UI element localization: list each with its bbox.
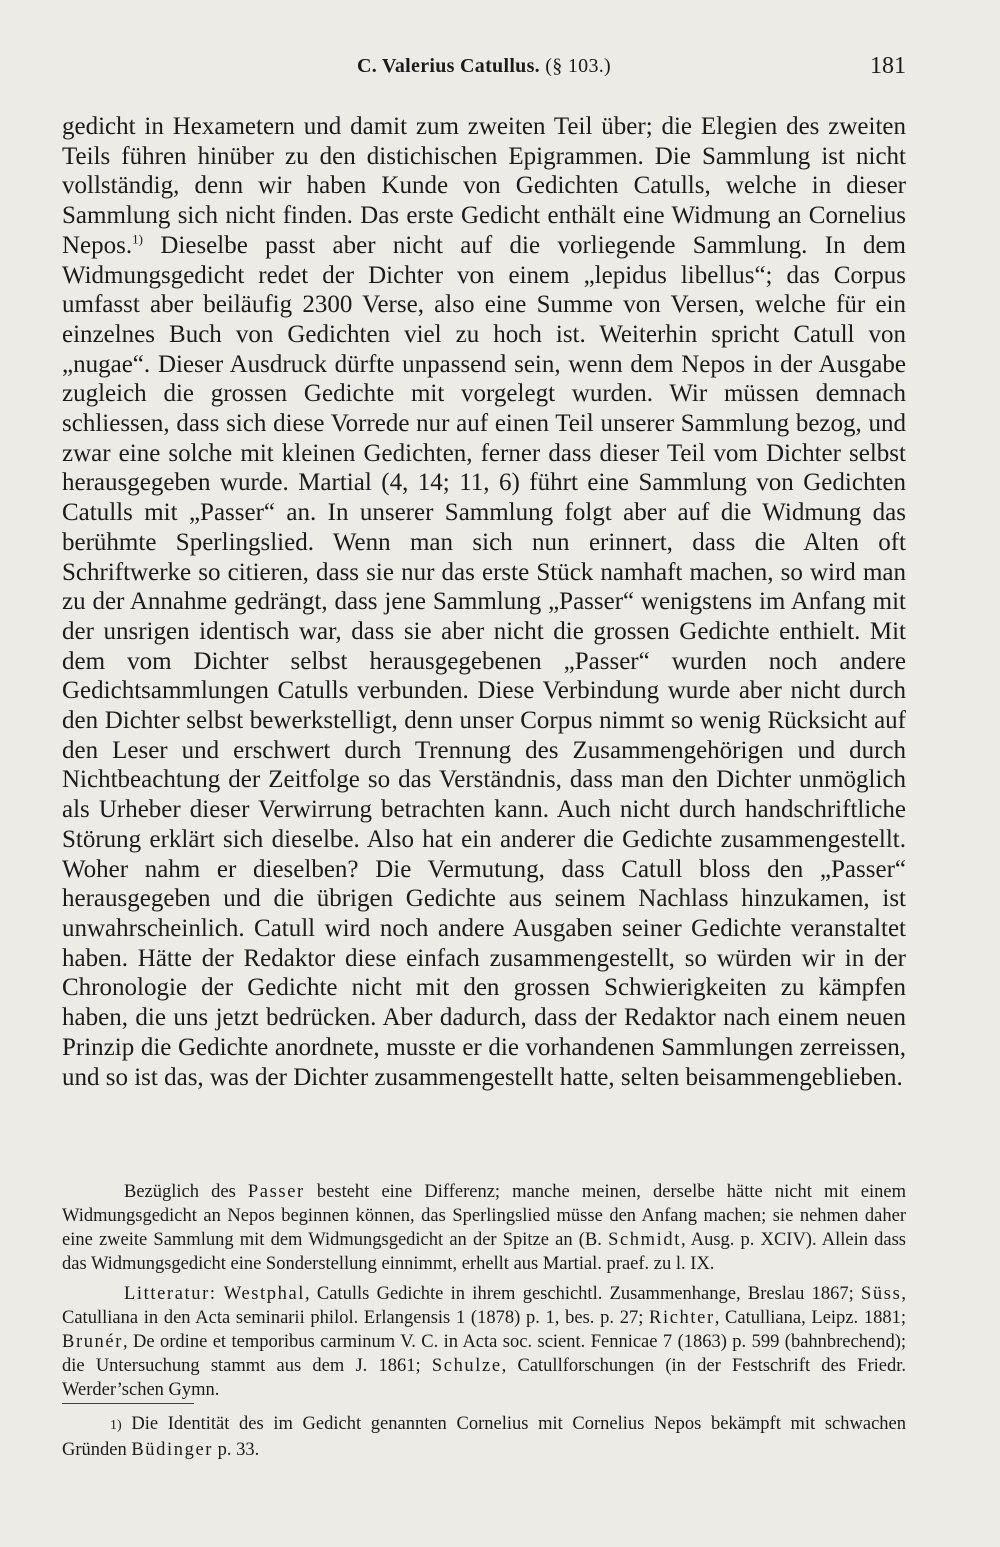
literature-text-5: , Catullforschungen (in der Festschrift des Friedr. Werder’schen Gymn. — [62, 1356, 906, 1400]
literature-text-2: , Catulliana in den Acta seminarii philol. Erlangensis 1 (1878) p. 1, bes. p. 27; — [62, 1284, 907, 1328]
literature-label: Litteratur: — [124, 1284, 217, 1304]
passer-note-author: Schmidt — [608, 1230, 681, 1250]
literature-author-bruner: Brunér — [62, 1332, 123, 1352]
body-text-part-2: Dieselbe passt aber nicht auf die vorliegende Sammlung. In dem Widmungsgedicht redet der Dichter von einem „lepidus libellus“; das Corpus umfasst aber beiläufig 2300 Verse, also eine Summe von Versen, welche für ein einzelnes Buch von Gedichten viel zu hoch ist. Weiterhin spricht Catull von „nugae“. Dieser Ausdruck dürfte unpassend sein, wenn dem Nepos in der Ausgabe zugleich die grossen Gedichte mit vorgelegt wurden. Wir müssen demnach schliessen, dass sich diese Vorrede nur auf einen Teil unserer Sammlung bezog, und zwar eine solche mit kleinen Gedichten, ferner dass dieser Teil vom Dichter selbst herausgegeben wurde. Martial (4, 14; 11, 6) führt eine Sammlung von Gedichten Catulls mit „Passer“ an. In unserer Sammlung folgt aber auf die Widmung das berühmte Sperlingslied. Wenn man sich nun erinnert, dass die Alten oft Schriftwerke so citieren, dass sie nur das erste Stück namhaft machen, so wird man zu der Annahme gedrängt, dass jene Sammlung „Passer“ wenigstens im Anfang mit der unsrigen identisch war, dass sie aber nicht die grossen Gedichte enthielt. Mit dem vom Dichter selbst herausgegebenen „Passer“ wurden noch andere Gedichtsammlungen Catulls verbunden. Diese Verbindung wurde aber nicht durch den Dichter selbst bewerkstelligt, denn unser Corpus nimmt so wenig Rücksicht auf den Leser und erschwert durch Trennung des Zusammengehörigen und durch Nichtbeachtung der Zeitfolge so das Verständnis, dass man den Dichter unmöglich als Urheber dieser Verwirrung betrachten kann. Auch nicht durch handschriftliche Störung erklärt sich dieselbe. Also hat ein anderer die Gedichte zusammengestellt. Woher nahm er dieselben? Die Vermutung, dass Catull bloss den „Passer“ herausgegeben und die übrigen Gedichte aus seinem Nachlass hinzukamen, ist unwahrscheinlich. Catull wird noch andere Ausgaben seiner Gedichte veranstaltet haben. Hätte der Redaktor diese einfach zusammengestellt, so würden wir in der Chronologie der Gedichte nicht mit den grossen Schwierigkeiten zu kämpfen haben, die uns jetzt bedrücken. Aber dadurch, dass der Redaktor nach einem neuen Prinzip die Gedichte anordnete, musste er die vorhandenen Sammlungen zerreissen, und so ist das, was der Dichter zusammengestellt hatte, selten beisammengeblieben. — [62, 231, 906, 1091]
running-title — [62, 55, 906, 78]
passer-note-text-2: , Ausg. p. XCIV). Allein dass das Widmungsgedicht eine Sonderstellung einnimmt, erhellt aus Martial. praef. zu l. IX. — [62, 1230, 907, 1274]
literature-note — [62, 1282, 906, 1402]
passer-note — [62, 1180, 906, 1276]
literature-author-richter: Richter — [649, 1308, 715, 1328]
literature-paragraph — [62, 1282, 906, 1402]
running-title-text: C. Valerius Catullus. — [356, 55, 540, 77]
section-marker: (§ 103.) — [545, 55, 612, 77]
footnote-marker: 1) — [110, 1418, 122, 1433]
footnote-paragraph — [62, 1412, 906, 1462]
footnote-text-2: p. 33. — [213, 1440, 260, 1460]
literature-text-4: , De ordine et temporibus carminum V. C. in Acta soc. scient. Fennicae 7 (1863) p. 599 (bahnbrechend); die Untersuchung stammt aus dem J. 1861; — [62, 1332, 906, 1376]
footnote-text: Die Identität des im Gedicht genannten Cornelius mit Cornelius Nepos bekämpft mit schwachen Gründen — [62, 1414, 906, 1460]
body-text-part-1: gedicht in Hexametern und damit zum zweiten Teil über; die Elegien des zweiten Teils führen hinüber zu den distichischen Epigrammen. Die Sammlung ist nicht vollständig, denn wir haben Kunde von Gedichten Catulls, welche in dieser Sammlung sich nicht finden. Das erste Gedicht enthält eine Widmung an Cornelius Nepos. — [62, 113, 906, 259]
footnote-reference: 1) — [132, 231, 143, 247]
passer-note-lead: Bezüglich des — [124, 1182, 248, 1202]
footnote — [62, 1412, 906, 1462]
passer-note-paragraph — [62, 1180, 906, 1276]
literature-author-suess: Süss — [861, 1284, 902, 1304]
running-head — [62, 55, 906, 85]
literature-author-schulze: Schulze — [431, 1356, 502, 1376]
literature-text-3: , Catulliana, Leipz. 1881; — [714, 1308, 906, 1328]
literature-author-westphal: Westphal — [223, 1284, 306, 1304]
footnote-divider — [62, 1403, 194, 1404]
passer-note-text: besteht eine Differenz; manche meinen, derselbe hätte nicht mit einem Widmungsgedicht an Nepos beginnen können, das Sperlingslied müsse den Anfang machen; sie nehmen daher eine zweite Sammlung mit dem Widmungsgedicht an der Spitze an (B. — [62, 1182, 906, 1250]
literature-text-1: , Catulls Gedichte in ihrem geschichtl. Zusammenhange, Breslau 1867; — [305, 1284, 862, 1304]
main-body-text — [62, 112, 906, 1092]
passer-note-term: Passer — [247, 1182, 305, 1202]
body-paragraph — [62, 112, 906, 1092]
page-number: 181 — [870, 53, 906, 79]
footnote-author: Büdinger — [131, 1440, 214, 1460]
